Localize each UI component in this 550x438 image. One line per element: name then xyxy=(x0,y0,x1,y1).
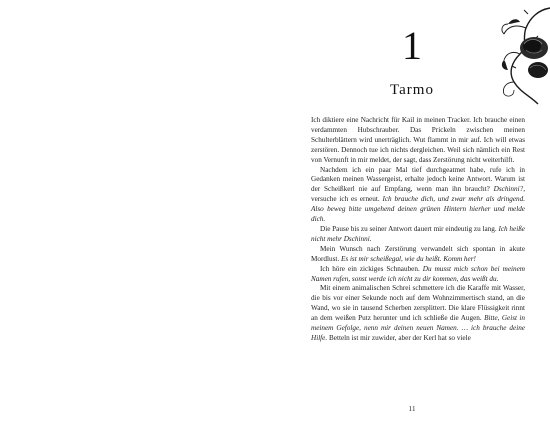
telepathic-speech: Ich brauche dich, und zwar mehr als dringend. Also beweg bitte umgehend deinen grünen Hintern hierher und melde dich. xyxy=(311,195,525,224)
page-number: 11 xyxy=(408,404,416,413)
telepathic-speech: Ich heiße nicht mehr Dschinni. xyxy=(311,224,525,243)
telepathic-speech: Bitte, Geist in meinem Gefolge, nenn mir deinen neuen Namen. … ich brauche deine Hilfe. xyxy=(311,314,525,342)
paragraph-text: Ich höre ein zickiges Schnauben. xyxy=(320,264,423,273)
paragraph-text: Betteln ist mir zuwider, aber der Kerl hat so viele xyxy=(327,333,471,342)
paragraph-text: Die Pause bis zu seiner Antwort dauert mir eindeutig zu lang. xyxy=(320,224,499,233)
paragraph-text: Mein Wunsch nach Zerstörung verwandelt sich spontan in akute Mordlust. xyxy=(311,244,525,263)
paragraph-text: Mit einem animalischen Schrei schmettere ich die Karaffe mit Wasser, die bis vor einer Sekunde noch auf dem Wohnzimmertisch stand, an die Wand, wo sie in tausend Scherben zersplittert. Die klare Flüssigkeit rinnt an dem weißen Putz herunter und ich schließe die Augen. xyxy=(311,284,525,323)
paragraph-text: Nachdem ich ein paar Mal tief durchgeatmet habe, rufe ich in Gedanken meinen Wassergeist, erhalte jedoch keine Antwort. Warum ist der Scheißkerl nie auf Empfang, wenn man ihn braucht? xyxy=(311,165,525,194)
paragraph xyxy=(311,284,525,343)
paragraph xyxy=(311,245,525,265)
paragraph xyxy=(311,265,525,285)
chapter-body xyxy=(311,116,525,344)
telepathic-speech: Es ist mir scheißegal, wie du heißt. Komm her! xyxy=(340,254,476,263)
chapter-title: Tarmo xyxy=(390,82,434,98)
paragraph xyxy=(311,225,525,245)
telepathic-speech: Du musst mich schon bei meinem Namen rufen, sonst werde ich nicht zu dir kommen, das weißt du. xyxy=(311,264,525,283)
paragraph xyxy=(311,116,525,166)
paragraph-text: , versuche ich es erneut. xyxy=(311,185,525,204)
paragraph xyxy=(311,166,525,225)
paragraph-text: Ich diktiere eine Nachricht für Kail in meinen Tracker. Ich brauche einen verdammten Hubschrauber. Das Prickeln zwischen meinen Schulterblättern wird unerträglich. Wut flammt in mir auf. Ich will etwas zerstören. Dennoch tue ich nichts dergleichen. Weil sich nämlich ein Rest von Vernunft in mir meldet, der sagt, dass Zerstörung nicht weiterhilft. xyxy=(311,116,525,164)
chapter-number: 1 xyxy=(402,23,422,68)
telepathic-speech: Dschinni? xyxy=(493,185,524,194)
